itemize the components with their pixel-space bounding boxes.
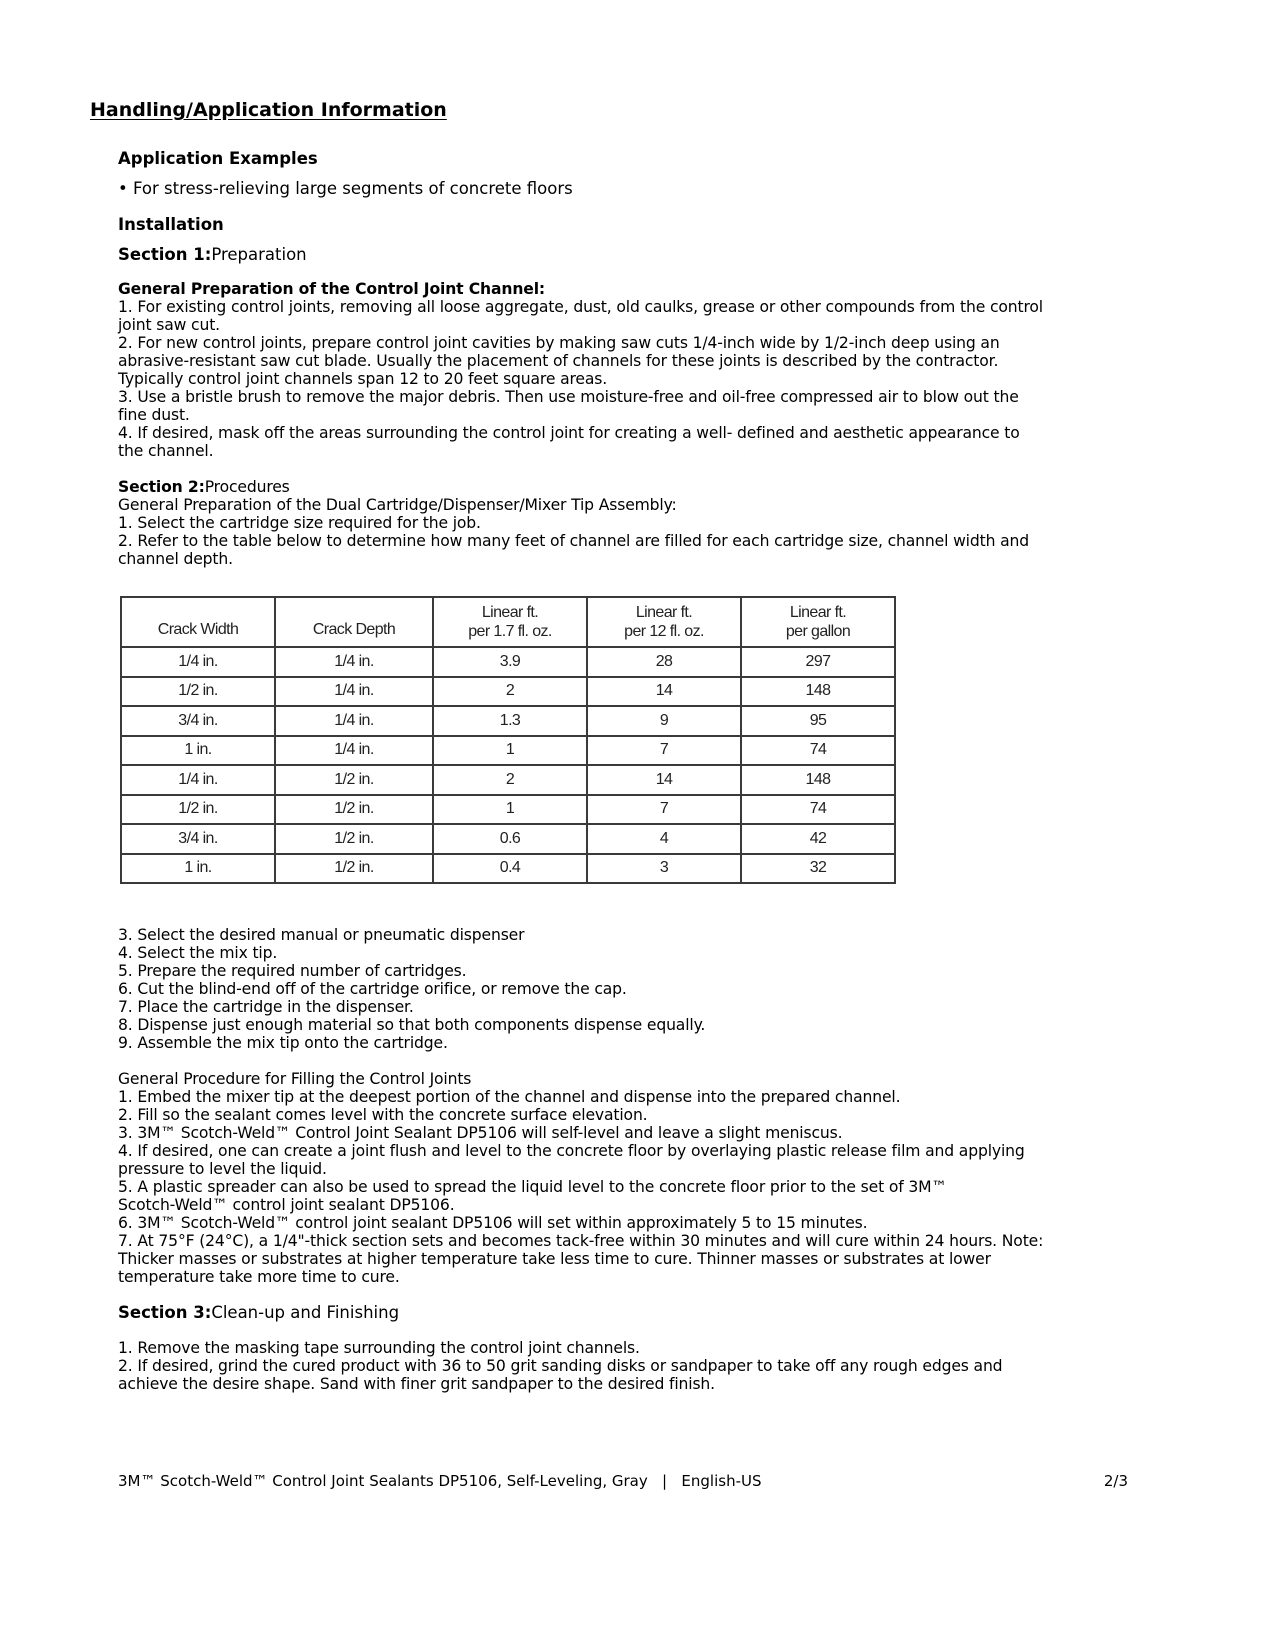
section-1-label: Section 1: (118, 245, 212, 264)
filling-line: 4. If desired, one can create a joint flush and level to the concrete floor by overlaying plastic release film and applying (118, 1142, 1025, 1160)
procedure-line: channel depth. (118, 550, 233, 568)
filling-line: Scotch-Weld™ control joint sealant DP5106. (118, 1196, 455, 1214)
prep-line: fine dust. (118, 406, 190, 424)
step-line: 5. Prepare the required number of cartridges. (118, 962, 467, 980)
prep-line: Typically control joint channels span 12 to 20 feet square areas. (118, 370, 608, 388)
table-cell: 32 (741, 854, 895, 884)
table-cell: 28 (587, 647, 741, 677)
section-1-body (118, 280, 1128, 568)
procedure-line: 2. Refer to the table below to determine how many feet of channel are filled for each cartridge size, channel width and (118, 532, 1030, 550)
table-cell: 1 (433, 736, 587, 766)
filling-line: 6. 3M™ Scotch-Weld™ control joint sealant DP5106 will set within approximately 5 to 15 minutes. (118, 1214, 868, 1232)
table-cell: 1/2 in. (275, 854, 433, 884)
table-cell: 1/4 in. (275, 706, 433, 736)
table-cell: 14 (587, 765, 741, 795)
table-cell: 74 (741, 736, 895, 766)
table-cell: 1/4 in. (121, 765, 275, 795)
section-3-name: Clean-up and Finishing (211, 1303, 400, 1322)
header-linear-ft-12-oz: Linear ft. per 12 fl. oz. (587, 597, 741, 647)
table-cell: 9 (587, 706, 741, 736)
filling-line: 3. 3M™ Scotch-Weld™ Control Joint Sealant DP5106 will self-level and leave a slight meniscus. (118, 1124, 843, 1142)
table-cell: 74 (741, 795, 895, 825)
table-cell: 95 (741, 706, 895, 736)
section-2-label: Section 2: (118, 478, 205, 496)
cleanup-line: 2. If desired, grind the cured product with 36 to 50 grit sanding disks or sandpaper to take off any rough edges and (118, 1357, 1003, 1375)
table-cell: 1 (433, 795, 587, 825)
step-line: 7. Place the cartridge in the dispenser. (118, 998, 414, 1016)
section-1-heading (118, 244, 1128, 266)
section-3-body (118, 1339, 1128, 1393)
table-cell: 1/4 in. (275, 677, 433, 707)
table-cell: 3.9 (433, 647, 587, 677)
table-cell: 148 (741, 677, 895, 707)
document-body (118, 148, 1128, 1393)
header-linear-ft-gallon: Linear ft. per gallon (741, 597, 895, 647)
table-cell: 1/4 in. (275, 736, 433, 766)
procedure-line: 1. Select the cartridge size required for the job. (118, 514, 481, 532)
header-linear-ft-1-7-oz: Linear ft. per 1.7 fl. oz. (433, 597, 587, 647)
page-number: 2/3 (1103, 1472, 1128, 1490)
table-cell: 42 (741, 824, 895, 854)
step-line: 9. Assemble the mix tip onto the cartridge. (118, 1034, 448, 1052)
table-cell: 3/4 in. (121, 706, 275, 736)
table-row (121, 736, 895, 766)
table-header-row (121, 597, 895, 647)
filling-line: 2. Fill so the sealant comes level with the concrete surface elevation. (118, 1106, 648, 1124)
section-3-label: Section 3: (118, 1303, 212, 1322)
table-cell: 3 (587, 854, 741, 884)
filling-line: 5. A plastic spreader can also be used to spread the liquid level to the concrete floor prior to the set of 3M™ (118, 1178, 947, 1196)
application-example-item: • For stress-relieving large segments of concrete floors (118, 179, 573, 198)
table-cell: 2 (433, 765, 587, 795)
table-cell: 7 (587, 795, 741, 825)
table-row (121, 854, 895, 884)
table-cell: 1/2 in. (121, 795, 275, 825)
table-cell: 1/2 in. (275, 824, 433, 854)
step-line: 6. Cut the blind-end off of the cartridge orifice, or remove the cap. (118, 980, 627, 998)
filling-line: pressure to level the liquid. (118, 1160, 327, 1178)
section-2-heading (118, 478, 1128, 496)
table-cell: 4 (587, 824, 741, 854)
table-cell: 1/4 in. (275, 647, 433, 677)
table-cell: 297 (741, 647, 895, 677)
prep-line: joint saw cut. (118, 316, 220, 334)
page-heading: Handling/Application Information (90, 99, 447, 121)
table-body (121, 647, 895, 883)
table-cell: 7 (587, 736, 741, 766)
table-cell: 0.6 (433, 824, 587, 854)
table-row (121, 765, 895, 795)
footer-product-name: 3M™ Scotch-Weld™ Control Joint Sealants DP5106, Self-Leveling, Gray | English-US (118, 1472, 762, 1490)
prep-line: the channel. (118, 442, 214, 460)
prep-line: 4. If desired, mask off the areas surrounding the control joint for creating a well- defined and aesthetic appearance to (118, 424, 1020, 442)
header-crack-width: Crack Width (121, 597, 275, 647)
table-cell: 1 in. (121, 854, 275, 884)
header-crack-depth: Crack Depth (275, 597, 433, 647)
prep-line: 2. For new control joints, prepare control joint cavities by making saw cuts 1/4-inch wide by 1/2-inch deep using an (118, 334, 1000, 352)
installation-heading: Installation (118, 215, 224, 234)
table-row (121, 824, 895, 854)
table-cell: 1/2 in. (121, 677, 275, 707)
section-2-name: Procedures (204, 478, 290, 496)
prep-line: 3. Use a bristle brush to remove the major debris. Then use moisture-free and oil-free compressed air to blow out the (118, 388, 1019, 406)
coverage-table (120, 596, 896, 884)
prep-line: 1. For existing control joints, removing all loose aggregate, dust, old caulks, grease or other compounds from the control (118, 298, 1043, 316)
table-cell: 1/2 in. (275, 795, 433, 825)
table-cell: 2 (433, 677, 587, 707)
filling-line: 1. Embed the mixer tip at the deepest portion of the channel and dispense into the prepared channel. (118, 1088, 901, 1106)
table-row (121, 706, 895, 736)
step-line: 8. Dispense just enough material so that both components dispense equally. (118, 1016, 706, 1034)
filling-line: 7. At 75°F (24°C), a 1/4"-thick section sets and becomes tack-free within 30 minutes and will cure within 24 hours. Note: (118, 1232, 1044, 1250)
filling-procedure-heading: General Procedure for Filling the Control Joints (118, 1070, 472, 1088)
step-line: 4. Select the mix tip. (118, 944, 278, 962)
section-3-heading (118, 1303, 1128, 1323)
filling-line: Thicker masses or substrates at higher temperature take less time to cure. Thinner masses or substrates at lower (118, 1250, 991, 1268)
table-cell: 14 (587, 677, 741, 707)
table-cell: 1 in. (121, 736, 275, 766)
cleanup-line: 1. Remove the masking tape surrounding the control joint channels. (118, 1339, 640, 1357)
table-cell: 1/4 in. (121, 647, 275, 677)
table-cell: 1.3 (433, 706, 587, 736)
table-row (121, 647, 895, 677)
section-2-continued (118, 926, 1128, 1286)
cleanup-line: achieve the desire shape. Sand with finer grit sandpaper to the desired finish. (118, 1375, 715, 1393)
filling-line: temperature take more time to cure. (118, 1268, 400, 1286)
table-row (121, 795, 895, 825)
table-cell: 3/4 in. (121, 824, 275, 854)
procedure-line: General Preparation of the Dual Cartridge/Dispenser/Mixer Tip Assembly: (118, 496, 677, 514)
table-row (121, 677, 895, 707)
page-footer (118, 1472, 1128, 1490)
table-cell: 148 (741, 765, 895, 795)
coverage-table-container (120, 596, 896, 884)
section-1-name: Preparation (211, 245, 307, 264)
step-line: 3. Select the desired manual or pneumatic dispenser (118, 926, 525, 944)
application-examples-heading: Application Examples (118, 149, 318, 168)
table-cell: 0.4 (433, 854, 587, 884)
control-joint-prep-heading: General Preparation of the Control Joint Channel: (118, 280, 545, 298)
prep-line: abrasive-resistant saw cut blade. Usually the placement of channels for these joints is described by the contractor. (118, 352, 999, 370)
table-cell: 1/2 in. (275, 765, 433, 795)
